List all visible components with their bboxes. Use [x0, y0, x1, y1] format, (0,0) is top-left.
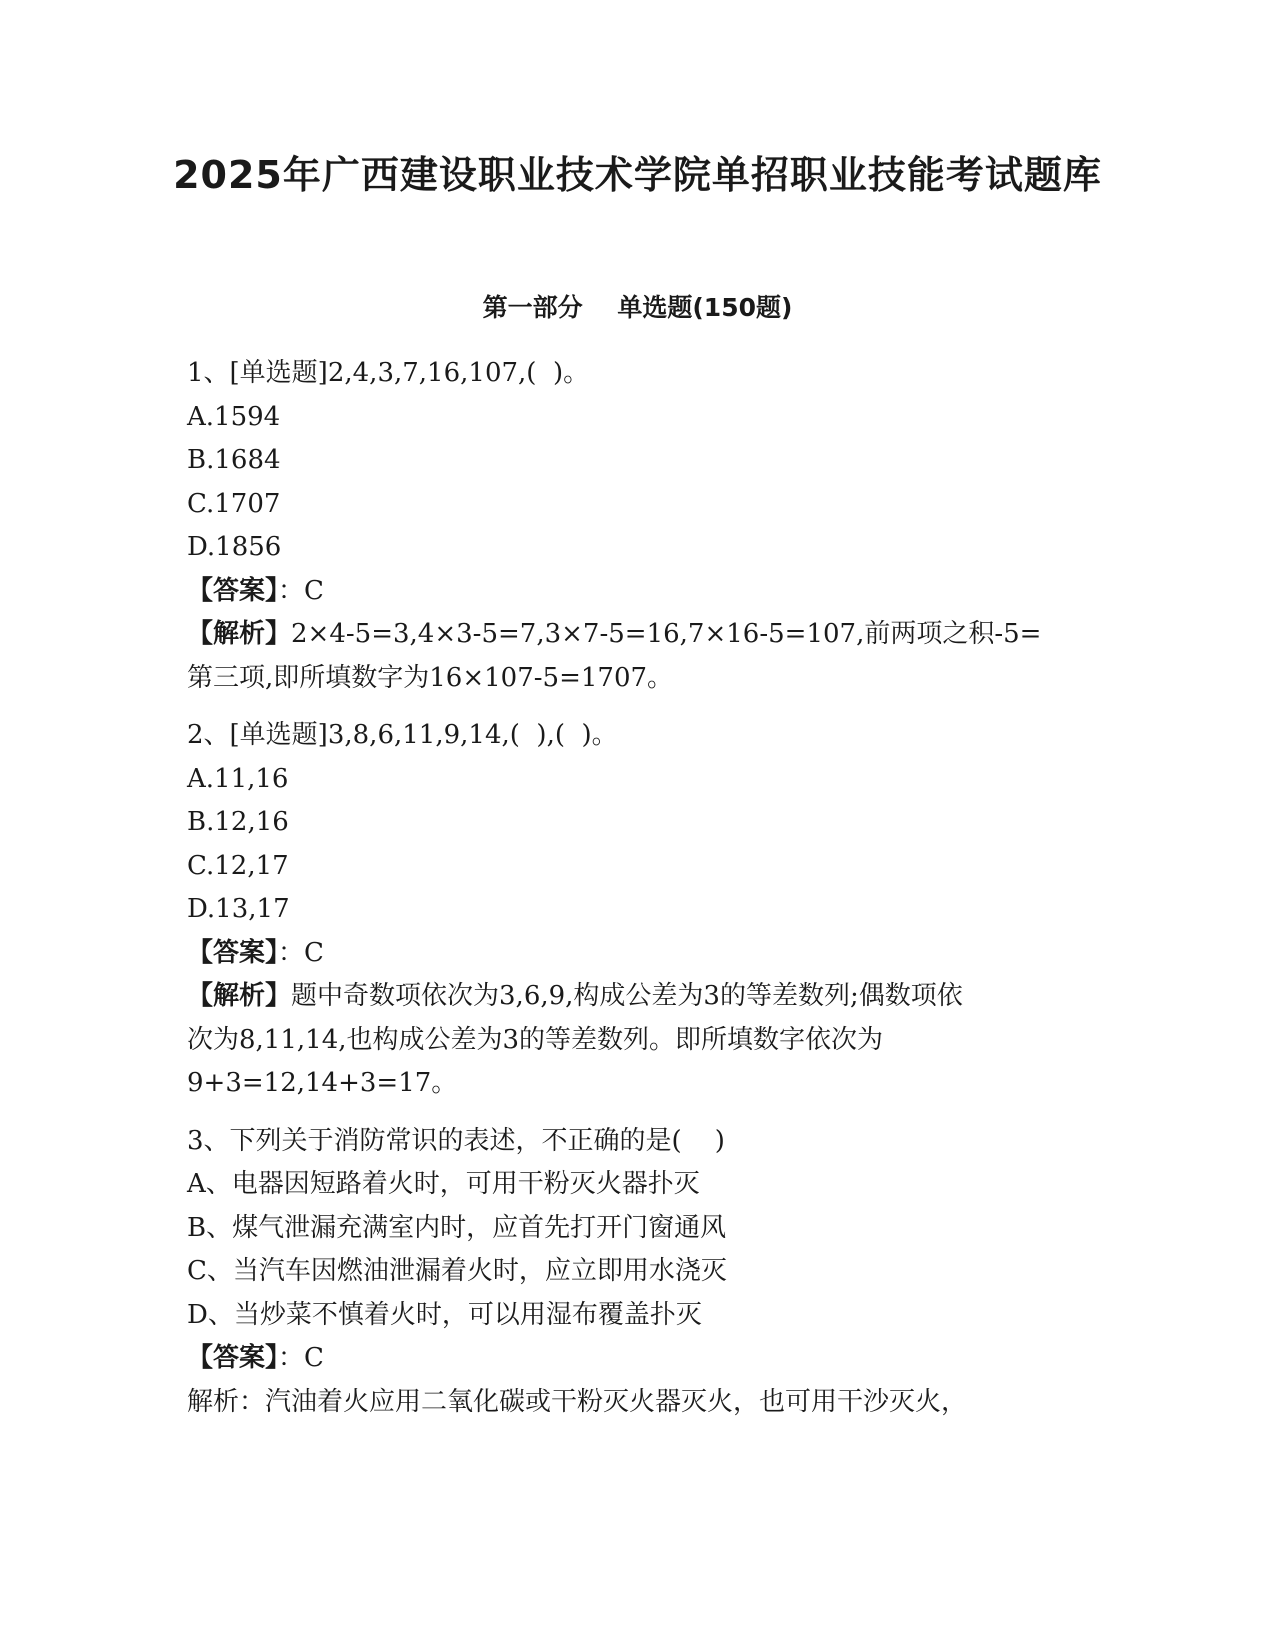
answer-value: ：C: [278, 937, 324, 968]
option-c: C.1707: [187, 488, 281, 519]
question-stem: 1、[单选题]2,4,3,7,16,107,( )。: [187, 358, 590, 388]
question-stem: 3、下列关于消防常识的表述，不正确的是( ): [187, 1125, 725, 1156]
analysis-text: 汽油着火应用二氧化碳或干粉灭火器灭火，也可用干沙灭火，: [265, 1386, 968, 1417]
answer-value: ：C: [278, 1343, 324, 1373]
analysis-line: [187, 1381, 1087, 1425]
option-b: B、煤气泄漏充满室内时，应首先打开门窗通风: [187, 1212, 727, 1243]
analysis-label: 【解析】: [187, 981, 292, 1011]
option-a: A.1594: [187, 401, 281, 432]
answer-label: 【答案】: [187, 1343, 279, 1373]
analysis-continuation: 9+3=12,14+3=17。: [187, 1068, 458, 1098]
answer-label: 【答案】: [187, 575, 279, 606]
question-2: [187, 714, 1087, 1106]
analysis-continuation: 第三项,即所填数字为16×107-5=1707。: [187, 662, 674, 693]
analysis-text: 题中奇数项依次为3,6,9,构成公差为3的等差数列;偶数项依: [291, 981, 963, 1011]
question-list: [187, 352, 1087, 1438]
option-b: B.1684: [187, 445, 281, 475]
option-a: A、电器因短路着火时，可用干粉灭火器扑灭: [187, 1169, 700, 1199]
analysis-line: [187, 613, 1087, 657]
analysis-line: [187, 975, 1087, 1019]
document-title: 2025年广西建设职业技术学院单招职业技能考试题库: [173, 153, 1102, 197]
option-b: B.12,16: [187, 807, 289, 837]
analysis-label: 【解析】: [187, 619, 292, 649]
option-d: D.1856: [187, 532, 282, 562]
option-d: D、当炒菜不慎着火时，可以用湿布覆盖扑灭: [187, 1299, 702, 1330]
question-stem: 2、[单选题]3,8,6,11,9,14,( ),( )。: [187, 720, 618, 750]
analysis-text: 2×4-5=3,4×3-5=7,3×7-5=16,7×16-5=107,前两项之积-5=: [291, 619, 1042, 649]
option-c: C.12,17: [187, 850, 289, 881]
option-a: A.11,16: [187, 763, 289, 794]
option-d: D.13,17: [187, 894, 290, 924]
answer-line: [187, 1337, 1087, 1381]
question-1: [187, 352, 1087, 700]
answer-value: ：C: [278, 575, 324, 606]
question-3: [187, 1120, 1087, 1425]
analysis-continuation: 次为8,11,14,也构成公差为3的等差数列。即所填数字依次为: [187, 1024, 884, 1055]
answer-line: [187, 570, 1087, 614]
option-c: C、当汽车因燃油泄漏着火时，应立即用水浇灭: [187, 1256, 727, 1286]
section-title: 第一部分 单选题(150题): [482, 293, 793, 322]
answer-label: 【答案】: [187, 937, 279, 968]
answer-line: [187, 932, 1087, 976]
analysis-label: 解析：: [187, 1386, 266, 1417]
